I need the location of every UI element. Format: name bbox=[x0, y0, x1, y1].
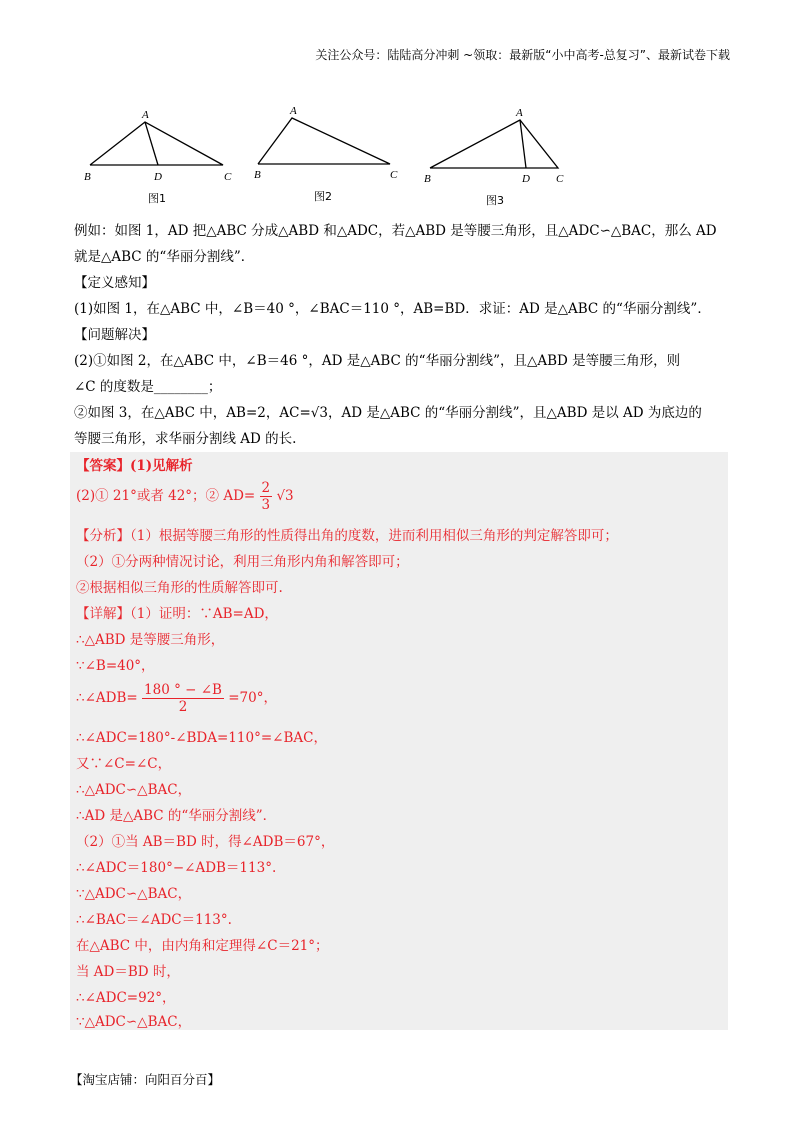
problem-text bbox=[74, 218, 730, 452]
fig2-label-c: C bbox=[390, 169, 398, 181]
problem-line-4: (2)①如图 2，在△ABC 中，∠B＝46 °，AD 是△ABC 的“华丽分割线”，且△ABD 是等腰三角形，则 bbox=[74, 353, 681, 369]
angle-fraction-numerator: 180 ° − ∠B bbox=[144, 682, 222, 698]
problem-line-1: 例如：如图 1，AD 把△ABC 分成△ABD 和△ADC，若△ABD 是等腰三角形，且△ADC∽△BAC，那么 AD bbox=[74, 223, 717, 239]
analysis-line-2: （2）①分两种情况讨论，利用三角形内角和解答即可； bbox=[76, 554, 409, 570]
section-heading-solve: 【问题解决】 bbox=[74, 327, 155, 343]
detail-line-7: ∴△ADC∽△BAC， bbox=[76, 782, 192, 798]
analysis-line-1: 【分析】（1）根据等腰三角形的性质得出角的度数，进而利用相似三角形的判定解答即可； bbox=[76, 528, 618, 544]
answer-fraction bbox=[260, 480, 273, 513]
answer-sqrt: √3 bbox=[276, 488, 294, 504]
analysis-line-3: ②根据相似三角形的性质解答即可. bbox=[76, 580, 283, 596]
fig3-caption: 图3 bbox=[486, 194, 504, 207]
detail-line-8: ∴AD 是△ABC 的“华丽分割线”． bbox=[76, 808, 277, 824]
answer-block bbox=[70, 452, 728, 1030]
fig1-caption: 图1 bbox=[148, 192, 166, 205]
problem-line-3: (1)如图 1，在△ABC 中，∠B＝40 °，∠BAC＝110 °，AB=BD．求证：AD 是△ABC 的“华丽分割线”． bbox=[74, 301, 711, 317]
detail-line-4-suffix: =70°， bbox=[228, 690, 277, 706]
detail-line-11: ∵△ADC∽△BAC， bbox=[76, 886, 192, 902]
detail-line-9: （2）①当 AB＝BD 时，得∠ADB＝67°， bbox=[76, 834, 335, 850]
fig3-label-b: B bbox=[424, 173, 431, 185]
detail-line-13: 在△ABC 中，由内角和定理得∠C＝21°； bbox=[76, 938, 329, 954]
fig2-label-a: A bbox=[290, 105, 297, 117]
detail-line-2: ∴△ABD 是等腰三角形， bbox=[76, 632, 225, 648]
detail-line-15: ∴∠ADC=92°， bbox=[76, 990, 176, 1006]
section-heading-definition: 【定义感知】 bbox=[74, 275, 155, 291]
fig2-label-b: B bbox=[254, 169, 261, 181]
fig3-label-c: C bbox=[556, 173, 564, 185]
page-header: 关注公众号：陆陆高分冲刺 ~领取：最新版“小中高考-总复习”、最新试卷下载 bbox=[315, 48, 730, 62]
problem-line-7: 等腰三角形，求华丽分割线 AD 的长. bbox=[74, 431, 297, 447]
answer-line-1: 【答案】(1)见解析 bbox=[76, 458, 193, 474]
problem-line-6: ②如图 3，在△ABC 中，AB=2，AC=√3，AD 是△ABC 的“华丽分割线”，且△ABD 是以 AD 为底边的 bbox=[74, 405, 702, 421]
detail-line-12: ∴∠BAC＝∠ADC＝113°. bbox=[76, 912, 232, 928]
detail-line-14: 当 AD＝BD 时， bbox=[76, 964, 180, 980]
detail-line-5: ∴∠ADC=180°-∠BDA=110°=∠BAC， bbox=[76, 730, 327, 746]
fig3-label-d: D bbox=[522, 173, 530, 185]
detail-line-3: ∵∠B=40°， bbox=[76, 658, 155, 674]
detail-line-6: 又∵∠C=∠C， bbox=[76, 756, 172, 772]
figure-1 bbox=[80, 100, 240, 210]
fig1-label-c: C bbox=[224, 171, 232, 183]
fraction-numerator: 2 bbox=[261, 480, 271, 496]
figures bbox=[70, 100, 730, 210]
fraction-denominator: 3 bbox=[261, 497, 271, 513]
detail-line-16: ∵△ADC∽△BAC， bbox=[76, 1014, 192, 1030]
detail-line-4-prefix: ∴∠ADB= bbox=[76, 690, 138, 706]
figure-2 bbox=[250, 100, 410, 210]
fig2-caption: 图2 bbox=[314, 190, 332, 203]
problem-line-2: 就是△ABC 的“华丽分割线”． bbox=[74, 249, 255, 265]
problem-line-5: ∠C 的度数是________； bbox=[74, 379, 222, 395]
answer-line-2-prefix: (2)① 21°或者 42°；② AD= bbox=[76, 488, 256, 504]
page-footer: 【淘宝店铺：向阳百分百】 bbox=[70, 1072, 221, 1087]
fig1-label-d: D bbox=[154, 171, 162, 183]
angle-fraction bbox=[142, 682, 224, 715]
fig1-label-b: B bbox=[84, 171, 91, 183]
detail-line-4 bbox=[76, 682, 277, 715]
detail-line-10: ∴∠ADC＝180°−∠ADB＝113°. bbox=[76, 860, 277, 876]
figure-3 bbox=[420, 100, 590, 210]
fig1-label-a: A bbox=[142, 109, 149, 121]
answer-line-2 bbox=[76, 480, 294, 513]
angle-fraction-denominator: 2 bbox=[178, 699, 188, 715]
fig3-label-a: A bbox=[516, 107, 523, 119]
detail-line-1: 【详解】（1）证明：∵AB=AD， bbox=[76, 606, 278, 622]
